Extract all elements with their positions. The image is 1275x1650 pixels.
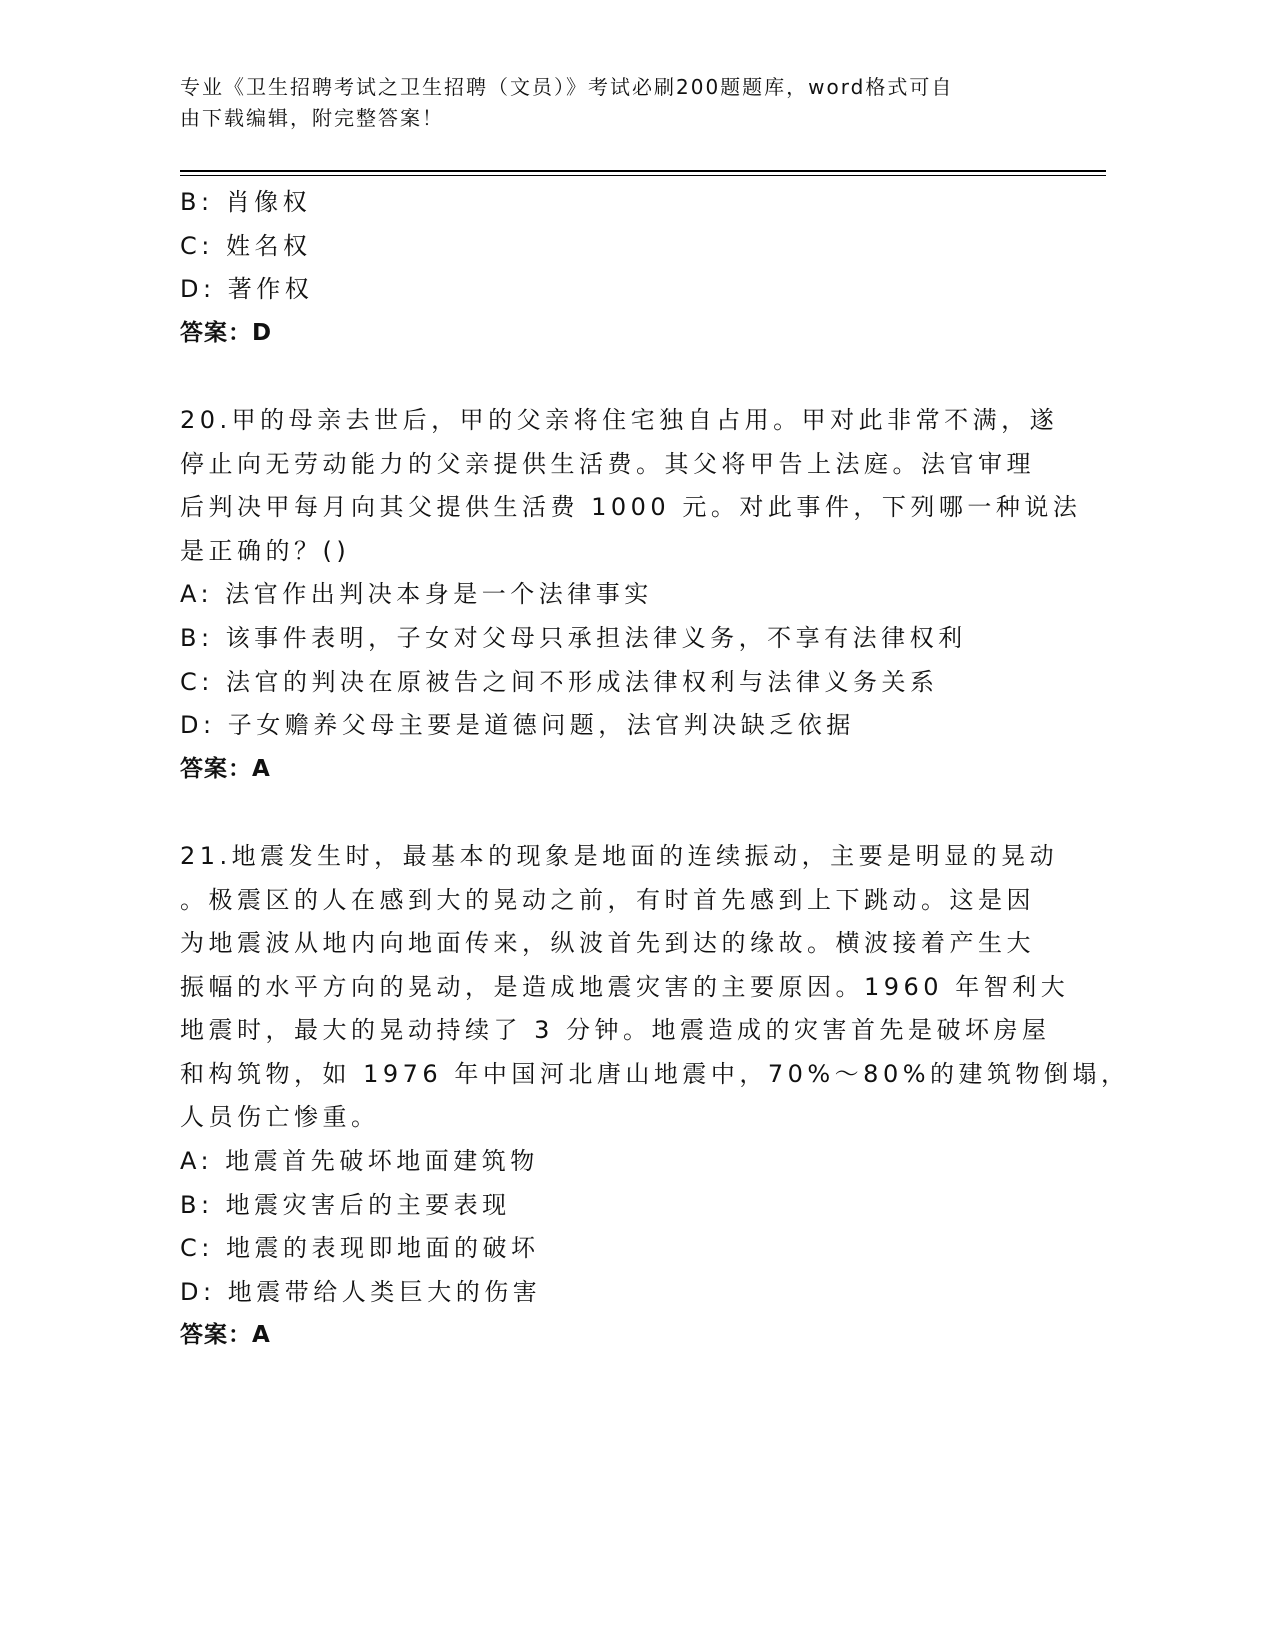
option-b: B: 肖像权	[180, 188, 312, 216]
document-header	[180, 72, 953, 134]
question-stem: 地震时，最大的晃动持续了 3 分钟。地震造成的灾害首先是破坏房屋	[180, 1016, 1051, 1045]
question-20	[180, 399, 1130, 791]
option-b: B: 该事件表明，子女对父母只承担法律义务，不享有法律权利	[180, 623, 967, 652]
option-c: C: 法官的判决在原被告之间不形成法律权利与法律义务关系	[180, 667, 939, 696]
question-stem: 是正确的？()	[180, 536, 351, 565]
option-a: A: 地震首先破坏地面建筑物	[180, 1147, 539, 1176]
option-c: C: 姓名权	[180, 231, 312, 260]
question-stem: 振幅的水平方向的晃动，是造成地震灾害的主要原因。1960 年智利大	[180, 972, 1070, 1001]
question-stem: 21.地震发生时，最基本的现象是地面的连续振动，主要是明显的晃动	[180, 841, 1059, 870]
previous-question	[180, 181, 1130, 355]
header-line: 专业《卫生招聘考试之卫生招聘（文员）》考试必刷200题题库，word格式可自	[180, 75, 954, 99]
option-a: A: 法官作出判决本身是一个法律事实	[180, 580, 653, 609]
question-stem: 为地震波从地内向地面传来，纵波首先到达的缘故。横波接着产生大	[180, 929, 1035, 958]
option-c: C: 地震的表现即地面的破坏	[180, 1234, 540, 1263]
header-divider-thin	[180, 175, 1106, 176]
option-d: D: 地震带给人类巨大的伤害	[180, 1277, 542, 1306]
option-d: D: 著作权	[180, 275, 314, 304]
question-21	[180, 835, 1130, 1358]
question-stem: 。极震区的人在感到大的晃动之前，有时首先感到上下跳动。这是因	[180, 885, 1035, 914]
question-stem: 停止向无劳动能力的父亲提供生活费。其父将甲告上法庭。法官审理	[180, 449, 1035, 478]
answer: 答案：A	[180, 1322, 271, 1349]
document-body	[180, 181, 1130, 1358]
option-d: D: 子女赡养父母主要是道德问题，法官判决缺乏依据	[180, 711, 855, 740]
question-stem: 人员伤亡惨重。	[180, 1103, 380, 1132]
header-divider	[180, 170, 1106, 172]
answer: 答案：D	[180, 319, 273, 346]
question-stem: 和构筑物，如 1976 年中国河北唐山地震中，70%～80%的建筑物倒塌，	[180, 1059, 1130, 1088]
answer: 答案：A	[180, 755, 271, 782]
option-b: B: 地震灾害后的主要表现	[180, 1190, 511, 1219]
header-line: 由下载编辑，附完整答案！	[180, 106, 444, 130]
question-stem: 20.甲的母亲去世后，甲的父亲将住宅独自占用。甲对此非常不满，遂	[180, 405, 1059, 434]
question-stem: 后判决甲每月向其父提供生活费 1000 元。对此事件，下列哪一种说法	[180, 493, 1082, 522]
